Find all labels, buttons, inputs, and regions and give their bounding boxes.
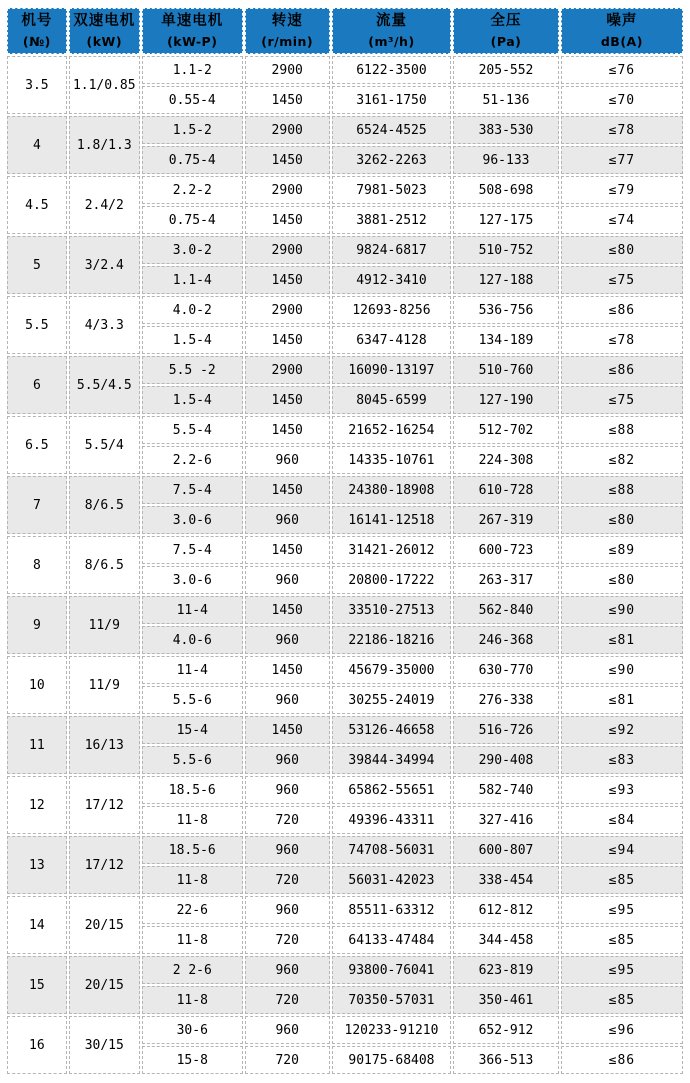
header-row — [7, 8, 683, 54]
flow-cell: 3262-2263 — [332, 146, 452, 174]
noise-cell: ≤90 — [561, 656, 683, 684]
single-motor-cell: 15-8 — [142, 1046, 243, 1074]
model-cell: 12 — [7, 776, 67, 834]
flow-cell: 65862-55651 — [332, 776, 452, 804]
flow-cell: 16141-12518 — [332, 506, 452, 534]
dual-motor-cell: 17/12 — [69, 836, 140, 894]
header-pressure-label: 全压 — [490, 12, 522, 29]
speed-cell: 960 — [245, 956, 330, 984]
noise-cell: ≤95 — [561, 956, 683, 984]
header-model-label: 机号 — [21, 12, 53, 29]
pressure-cell: 338-454 — [453, 866, 559, 894]
header-pressure-unit: (Pa) — [490, 33, 522, 49]
speed-cell: 2900 — [245, 176, 330, 204]
header-speed-label: 转速 — [271, 12, 303, 29]
noise-cell: ≤94 — [561, 836, 683, 864]
single-motor-cell: 11-8 — [142, 866, 243, 894]
single-motor-cell: 18.5-6 — [142, 776, 243, 804]
flow-cell: 120233-91210 — [332, 1016, 452, 1044]
header-flow — [332, 8, 452, 54]
noise-cell: ≤96 — [561, 1016, 683, 1044]
header-flow-unit: (m³/h) — [368, 33, 415, 49]
header-pressure — [453, 8, 559, 54]
flow-cell: 74708-56031 — [332, 836, 452, 864]
table-row — [7, 716, 683, 744]
flow-cell: 16090-13197 — [332, 356, 452, 384]
speed-cell: 2900 — [245, 116, 330, 144]
single-motor-cell: 11-4 — [142, 596, 243, 624]
speed-cell: 720 — [245, 1046, 330, 1074]
speed-cell: 960 — [245, 896, 330, 924]
noise-cell: ≤85 — [561, 866, 683, 894]
fan-spec-table — [5, 6, 685, 1076]
speed-cell: 2900 — [245, 296, 330, 324]
flow-cell: 9824-6817 — [332, 236, 452, 264]
pressure-cell: 536-756 — [453, 296, 559, 324]
pressure-cell: 508-698 — [453, 176, 559, 204]
flow-cell: 14335-10761 — [332, 446, 452, 474]
single-motor-cell: 11-8 — [142, 926, 243, 954]
dual-motor-cell: 5.5/4 — [69, 416, 140, 474]
flow-cell: 70350-57031 — [332, 986, 452, 1014]
flow-cell: 90175-68408 — [332, 1046, 452, 1074]
pressure-cell: 516-726 — [453, 716, 559, 744]
table-row — [7, 776, 683, 804]
pressure-cell: 600-723 — [453, 536, 559, 564]
flow-cell: 31421-26012 — [332, 536, 452, 564]
dual-motor-cell: 30/15 — [69, 1016, 140, 1074]
pressure-cell: 582-740 — [453, 776, 559, 804]
noise-cell: ≤81 — [561, 686, 683, 714]
pressure-cell: 512-702 — [453, 416, 559, 444]
pressure-cell: 562-840 — [453, 596, 559, 624]
table-row — [7, 476, 683, 504]
model-cell: 4 — [7, 116, 67, 174]
flow-cell: 8045-6599 — [332, 386, 452, 414]
pressure-cell: 276-338 — [453, 686, 559, 714]
header-single-motor-unit: (kW-P) — [167, 33, 218, 49]
speed-cell: 1450 — [245, 476, 330, 504]
pressure-cell: 127-175 — [453, 206, 559, 234]
dual-motor-cell: 4/3.3 — [69, 296, 140, 354]
pressure-cell: 327-416 — [453, 806, 559, 834]
noise-cell: ≤74 — [561, 206, 683, 234]
flow-cell: 20800-17222 — [332, 566, 452, 594]
speed-cell: 960 — [245, 446, 330, 474]
noise-cell: ≤86 — [561, 296, 683, 324]
noise-cell: ≤80 — [561, 506, 683, 534]
header-flow-label: 流量 — [375, 12, 407, 29]
model-cell: 3.5 — [7, 56, 67, 114]
dual-motor-cell: 1.1/0.85 — [69, 56, 140, 114]
single-motor-cell: 11-4 — [142, 656, 243, 684]
flow-cell: 39844-34994 — [332, 746, 452, 774]
model-cell: 5 — [7, 236, 67, 294]
table-row — [7, 296, 683, 324]
pressure-cell: 600-807 — [453, 836, 559, 864]
noise-cell: ≤80 — [561, 236, 683, 264]
speed-cell: 960 — [245, 626, 330, 654]
header-noise-label: 噪声 — [606, 12, 638, 29]
single-motor-cell: 11-8 — [142, 986, 243, 1014]
pressure-cell: 134-189 — [453, 326, 559, 354]
flow-cell: 4912-3410 — [332, 266, 452, 294]
table-row — [7, 176, 683, 204]
single-motor-cell: 2.2-6 — [142, 446, 243, 474]
model-cell: 11 — [7, 716, 67, 774]
model-cell: 6 — [7, 356, 67, 414]
single-motor-cell: 3.0-2 — [142, 236, 243, 264]
speed-cell: 1450 — [245, 86, 330, 114]
single-motor-cell: 1.5-4 — [142, 326, 243, 354]
noise-cell: ≤85 — [561, 986, 683, 1014]
dual-motor-cell: 5.5/4.5 — [69, 356, 140, 414]
flow-cell: 24380-18908 — [332, 476, 452, 504]
speed-cell: 720 — [245, 926, 330, 954]
header-noise — [561, 8, 683, 54]
header-model — [7, 8, 67, 54]
noise-cell: ≤75 — [561, 386, 683, 414]
flow-cell: 30255-24019 — [332, 686, 452, 714]
noise-cell: ≤86 — [561, 1046, 683, 1074]
noise-cell: ≤84 — [561, 806, 683, 834]
flow-cell: 12693-8256 — [332, 296, 452, 324]
noise-cell: ≤81 — [561, 626, 683, 654]
single-motor-cell: 22-6 — [142, 896, 243, 924]
speed-cell: 960 — [245, 746, 330, 774]
flow-cell: 49396-43311 — [332, 806, 452, 834]
speed-cell: 1450 — [245, 146, 330, 174]
single-motor-cell: 1.5-2 — [142, 116, 243, 144]
single-motor-cell: 5.5-4 — [142, 416, 243, 444]
speed-cell: 960 — [245, 566, 330, 594]
speed-cell: 1450 — [245, 386, 330, 414]
pressure-cell: 366-513 — [453, 1046, 559, 1074]
model-cell: 10 — [7, 656, 67, 714]
pressure-cell: 350-461 — [453, 986, 559, 1014]
pressure-cell: 630-770 — [453, 656, 559, 684]
speed-cell: 960 — [245, 506, 330, 534]
noise-cell: ≤90 — [561, 596, 683, 624]
single-motor-cell: 7.5-4 — [142, 536, 243, 564]
dual-motor-cell: 2.4/2 — [69, 176, 140, 234]
model-cell: 16 — [7, 1016, 67, 1074]
header-speed-unit: (r/min) — [261, 33, 314, 49]
model-cell: 15 — [7, 956, 67, 1014]
noise-cell: ≤92 — [561, 716, 683, 744]
model-cell: 13 — [7, 836, 67, 894]
speed-cell: 960 — [245, 686, 330, 714]
noise-cell: ≤86 — [561, 356, 683, 384]
flow-cell: 64133-47484 — [332, 926, 452, 954]
pressure-cell: 290-408 — [453, 746, 559, 774]
pressure-cell: 344-458 — [453, 926, 559, 954]
single-motor-cell: 3.0-6 — [142, 506, 243, 534]
pressure-cell: 51-136 — [453, 86, 559, 114]
pressure-cell: 205-552 — [453, 56, 559, 84]
pressure-cell: 623-819 — [453, 956, 559, 984]
speed-cell: 1450 — [245, 596, 330, 624]
single-motor-cell: 5.5 -2 — [142, 356, 243, 384]
flow-cell: 45679-35000 — [332, 656, 452, 684]
speed-cell: 1450 — [245, 206, 330, 234]
single-motor-cell: 7.5-4 — [142, 476, 243, 504]
speed-cell: 1450 — [245, 326, 330, 354]
speed-cell: 720 — [245, 866, 330, 894]
flow-cell: 21652-16254 — [332, 416, 452, 444]
single-motor-cell: 11-8 — [142, 806, 243, 834]
speed-cell: 2900 — [245, 56, 330, 84]
header-noise-unit: dB(A) — [600, 33, 643, 49]
dual-motor-cell: 20/15 — [69, 896, 140, 954]
table-row — [7, 1016, 683, 1044]
noise-cell: ≤82 — [561, 446, 683, 474]
pressure-cell: 224-308 — [453, 446, 559, 474]
flow-cell: 33510-27513 — [332, 596, 452, 624]
speed-cell: 960 — [245, 1016, 330, 1044]
table-row — [7, 956, 683, 984]
pressure-cell: 267-319 — [453, 506, 559, 534]
speed-cell: 960 — [245, 776, 330, 804]
table-row — [7, 116, 683, 144]
single-motor-cell: 2.2-2 — [142, 176, 243, 204]
single-motor-cell: 5.5-6 — [142, 686, 243, 714]
noise-cell: ≤89 — [561, 536, 683, 564]
single-motor-cell: 1.5-4 — [142, 386, 243, 414]
single-motor-cell: 30-6 — [142, 1016, 243, 1044]
pressure-cell: 127-188 — [453, 266, 559, 294]
noise-cell: ≤76 — [561, 56, 683, 84]
speed-cell: 960 — [245, 836, 330, 864]
flow-cell: 7981-5023 — [332, 176, 452, 204]
table-row — [7, 536, 683, 564]
single-motor-cell: 0.55-4 — [142, 86, 243, 114]
single-motor-cell: 2 2-6 — [142, 956, 243, 984]
flow-cell: 85511-63312 — [332, 896, 452, 924]
header-dual-motor-unit: (kW) — [86, 33, 123, 49]
flow-cell: 56031-42023 — [332, 866, 452, 894]
noise-cell: ≤85 — [561, 926, 683, 954]
table-row — [7, 416, 683, 444]
pressure-cell: 383-530 — [453, 116, 559, 144]
model-cell: 8 — [7, 536, 67, 594]
table-row — [7, 896, 683, 924]
noise-cell: ≤79 — [561, 176, 683, 204]
single-motor-cell: 1.1-4 — [142, 266, 243, 294]
dual-motor-cell: 8/6.5 — [69, 536, 140, 594]
pressure-cell: 127-190 — [453, 386, 559, 414]
model-cell: 5.5 — [7, 296, 67, 354]
table-row — [7, 656, 683, 684]
table-row — [7, 236, 683, 264]
speed-cell: 1450 — [245, 716, 330, 744]
noise-cell: ≤78 — [561, 326, 683, 354]
table-row — [7, 596, 683, 624]
noise-cell: ≤88 — [561, 416, 683, 444]
table-row — [7, 356, 683, 384]
pressure-cell: 612-812 — [453, 896, 559, 924]
noise-cell: ≤75 — [561, 266, 683, 294]
flow-cell: 53126-46658 — [332, 716, 452, 744]
header-speed — [245, 8, 330, 54]
dual-motor-cell: 17/12 — [69, 776, 140, 834]
model-cell: 4.5 — [7, 176, 67, 234]
single-motor-cell: 4.0-6 — [142, 626, 243, 654]
noise-cell: ≤80 — [561, 566, 683, 594]
pressure-cell: 96-133 — [453, 146, 559, 174]
model-cell: 9 — [7, 596, 67, 654]
pressure-cell: 510-752 — [453, 236, 559, 264]
flow-cell: 6347-4128 — [332, 326, 452, 354]
speed-cell: 1450 — [245, 536, 330, 564]
dual-motor-cell: 11/9 — [69, 596, 140, 654]
dual-motor-cell: 16/13 — [69, 716, 140, 774]
dual-motor-cell: 3/2.4 — [69, 236, 140, 294]
speed-cell: 2900 — [245, 356, 330, 384]
single-motor-cell: 15-4 — [142, 716, 243, 744]
speed-cell: 720 — [245, 806, 330, 834]
table-body — [7, 56, 683, 1074]
dual-motor-cell: 20/15 — [69, 956, 140, 1014]
single-motor-cell: 18.5-6 — [142, 836, 243, 864]
header-single-motor-label: 单速电机 — [161, 12, 224, 29]
noise-cell: ≤95 — [561, 896, 683, 924]
noise-cell: ≤78 — [561, 116, 683, 144]
table-header — [7, 8, 683, 54]
model-cell: 6.5 — [7, 416, 67, 474]
single-motor-cell: 4.0-2 — [142, 296, 243, 324]
table-row — [7, 836, 683, 864]
header-single-motor — [142, 8, 243, 54]
model-cell: 7 — [7, 476, 67, 534]
flow-cell: 3881-2512 — [332, 206, 452, 234]
noise-cell: ≤77 — [561, 146, 683, 174]
speed-cell: 1450 — [245, 416, 330, 444]
single-motor-cell: 0.75-4 — [142, 146, 243, 174]
single-motor-cell: 3.0-6 — [142, 566, 243, 594]
single-motor-cell: 0.75-4 — [142, 206, 243, 234]
dual-motor-cell: 1.8/1.3 — [69, 116, 140, 174]
pressure-cell: 246-368 — [453, 626, 559, 654]
flow-cell: 6122-3500 — [332, 56, 452, 84]
header-model-unit: (№) — [22, 33, 51, 49]
pressure-cell: 652-912 — [453, 1016, 559, 1044]
flow-cell: 22186-18216 — [332, 626, 452, 654]
single-motor-cell: 5.5-6 — [142, 746, 243, 774]
pressure-cell: 610-728 — [453, 476, 559, 504]
header-dual-motor — [69, 8, 140, 54]
pressure-cell: 510-760 — [453, 356, 559, 384]
pressure-cell: 263-317 — [453, 566, 559, 594]
noise-cell: ≤88 — [561, 476, 683, 504]
speed-cell: 2900 — [245, 236, 330, 264]
dual-motor-cell: 8/6.5 — [69, 476, 140, 534]
speed-cell: 1450 — [245, 656, 330, 684]
flow-cell: 3161-1750 — [332, 86, 452, 114]
model-cell: 14 — [7, 896, 67, 954]
table-row — [7, 56, 683, 84]
noise-cell: ≤70 — [561, 86, 683, 114]
flow-cell: 6524-4525 — [332, 116, 452, 144]
dual-motor-cell: 11/9 — [69, 656, 140, 714]
noise-cell: ≤83 — [561, 746, 683, 774]
speed-cell: 720 — [245, 986, 330, 1014]
flow-cell: 93800-76041 — [332, 956, 452, 984]
header-dual-motor-label: 双速电机 — [73, 12, 136, 29]
speed-cell: 1450 — [245, 266, 330, 294]
noise-cell: ≤93 — [561, 776, 683, 804]
single-motor-cell: 1.1-2 — [142, 56, 243, 84]
